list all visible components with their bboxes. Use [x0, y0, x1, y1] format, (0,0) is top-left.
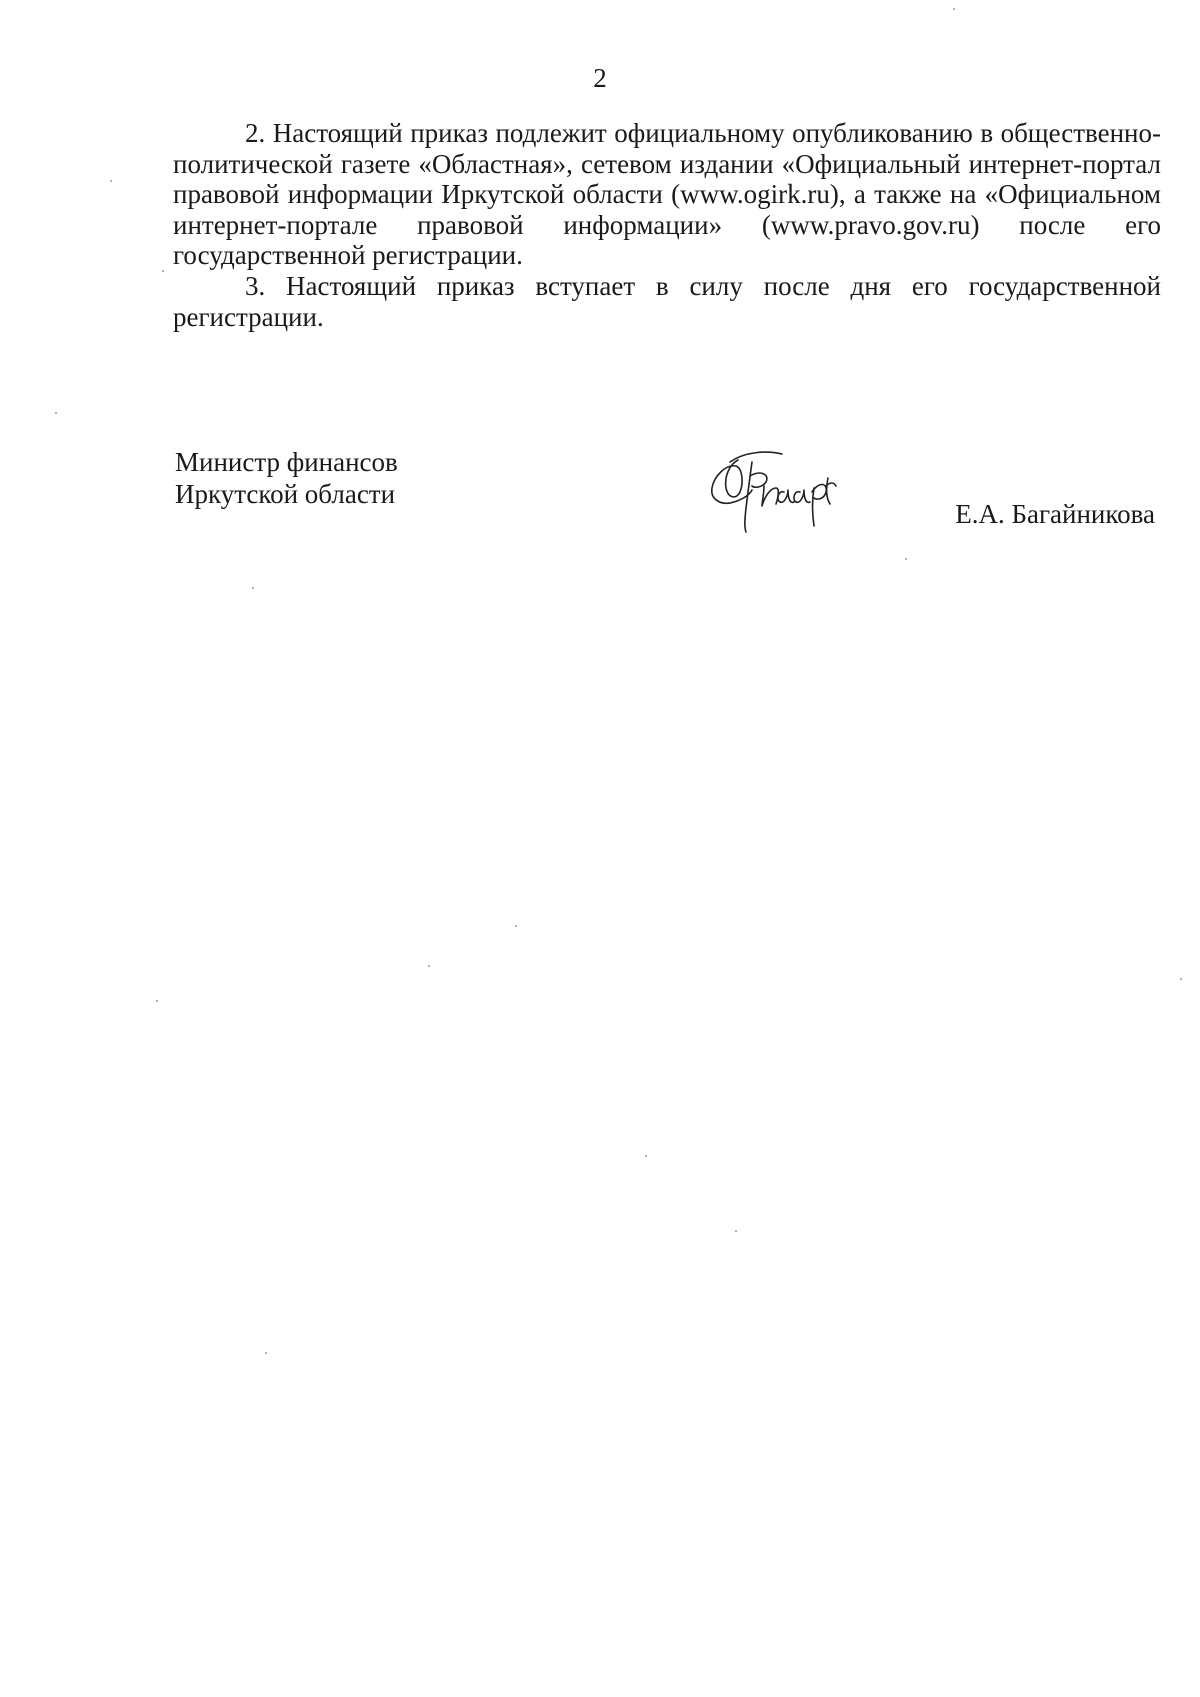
- scan-speck: [156, 1000, 158, 1002]
- signature-block: [175, 446, 1165, 566]
- signer-name: Е.А. Багайникова: [955, 499, 1155, 529]
- paragraph-effective-date: 3. Настоящий приказ вступает в силу после дня его государственной регистрации.: [173, 270, 1161, 332]
- scan-speck: [428, 965, 430, 967]
- signer-title: [175, 446, 398, 510]
- scan-speck: [162, 270, 164, 272]
- scan-speck: [55, 412, 57, 414]
- scan-speck: [515, 925, 517, 927]
- scan-speck: [645, 1155, 647, 1157]
- handwritten-signature: [700, 442, 850, 542]
- signer-title-line-2: Иркутской области: [175, 479, 396, 509]
- scan-speck: [110, 180, 112, 182]
- page-number: 2: [593, 63, 607, 93]
- signer-title-line-1: Министр финансов: [175, 447, 398, 477]
- scan-speck: [1180, 978, 1182, 980]
- scan-speck: [953, 8, 955, 10]
- document-body: [173, 118, 1161, 332]
- scan-speck: [252, 587, 254, 589]
- scan-speck: [735, 1230, 737, 1232]
- scan-speck: [265, 1352, 267, 1354]
- scan-speck: [905, 558, 907, 560]
- paragraph-publication: 2. Настоящий приказ подлежит официальному опубликованию в общественно-политической газете «Областная», сетевом издании «Официальный интернет-портал правовой информации Иркутской области (www.ogirk.ru), а также на «Официальном интернет-портале правовой информации» (www.pravo.gov.ru) после его государственной регистрации.: [173, 118, 1161, 271]
